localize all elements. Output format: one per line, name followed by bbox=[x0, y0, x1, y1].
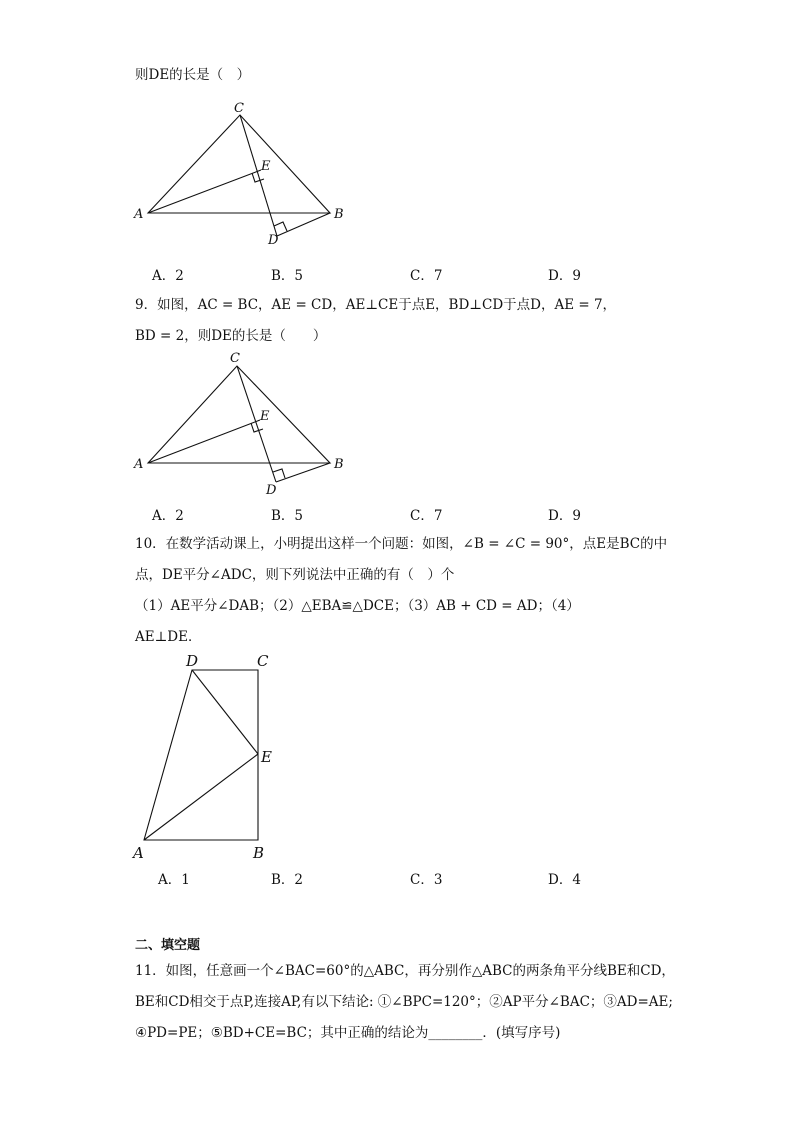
q8-triangle-figure bbox=[130, 98, 360, 248]
q8-label-c: C bbox=[234, 101, 244, 116]
q10-text-line3: （1）AE平分∠DAB；（2）△EBA≌△DCE；（3）AB + CD = AD；（4） bbox=[135, 598, 580, 614]
q8-option-b[interactable]: B．5 bbox=[271, 268, 304, 284]
q9-text-line1: 9．如图，AC = BC，AE = CD，AE⊥CE于点E，BD⊥CD于点D，AE = 7， bbox=[135, 297, 617, 313]
q10-trapezoid-figure bbox=[128, 650, 288, 865]
q9-label-e: E bbox=[260, 409, 270, 424]
q9-triangle-abc bbox=[148, 366, 330, 463]
q8-options bbox=[0, 264, 794, 282]
q9-options bbox=[0, 504, 794, 522]
q8-option-a[interactable]: A．2 bbox=[152, 268, 184, 284]
q10-option-d[interactable]: D．4 bbox=[548, 872, 581, 888]
q8-label-a: A bbox=[134, 207, 144, 222]
q8-label-e: E bbox=[261, 159, 271, 174]
q9-option-a[interactable]: A．2 bbox=[152, 508, 184, 524]
q9-label-d: D bbox=[266, 483, 277, 498]
q9-triangle-figure bbox=[130, 348, 360, 498]
q10-option-c[interactable]: C．3 bbox=[410, 872, 443, 888]
q9-text-line2: BD = 2，则DE的长是（ ） bbox=[135, 328, 327, 344]
q8-triangle-abc bbox=[148, 115, 330, 213]
q11-text-line3: ④PD=PE；⑤BD+CE=BC；其中正确的结论为________．(填写序号) bbox=[135, 1025, 561, 1041]
q10-option-b[interactable]: B．2 bbox=[271, 872, 304, 888]
q10-option-a[interactable]: A．1 bbox=[158, 872, 190, 888]
q10-text-line4: AE⊥DE． bbox=[135, 629, 202, 645]
q8-option-c[interactable]: C．7 bbox=[410, 268, 443, 284]
q9-option-c[interactable]: C．7 bbox=[410, 508, 443, 524]
q11-text-line2: BE和CD相交于点P,连接AP,有以下结论: ①∠BPC=120°；②AP平分∠BAC；③AD=AE; bbox=[135, 994, 673, 1010]
q9-option-d[interactable]: D．9 bbox=[548, 508, 581, 524]
q10-label-e: E bbox=[261, 748, 272, 766]
q10-segment-ae bbox=[144, 754, 258, 840]
q8-right-angle-d bbox=[274, 222, 287, 231]
q10-text-line2: 点，DE平分∠ADC，则下列说法中正确的有（ ）个 bbox=[135, 567, 455, 583]
q8-segment-bd bbox=[277, 213, 330, 236]
q9-option-b[interactable]: B．5 bbox=[271, 508, 304, 524]
q10-quadrilateral-abcd bbox=[144, 670, 258, 840]
q11-text-line1: 11．如图，任意画一个∠BAC=60°的△ABC，再分别作△ABC的两条角平分线BE和CD， bbox=[135, 963, 675, 979]
q9-segment-bd bbox=[276, 463, 330, 482]
q8-option-d[interactable]: D．9 bbox=[548, 268, 581, 284]
q10-segment-de bbox=[192, 670, 258, 754]
q10-text-line1: 10．在数学活动课上，小明提出这样一个问题：如图，∠B = ∠C = 90°，点E是BC的中 bbox=[135, 536, 668, 552]
q9-right-angle-d bbox=[273, 469, 285, 478]
q8-tail-text: 则DE的长是（ ） bbox=[135, 67, 251, 83]
q9-label-b: B bbox=[334, 457, 344, 472]
q8-label-b: B bbox=[334, 207, 344, 222]
q10-options bbox=[0, 868, 794, 886]
q9-segment-cd bbox=[237, 366, 276, 482]
q8-label-d: D bbox=[268, 233, 279, 248]
q10-label-c: C bbox=[257, 652, 269, 670]
q10-label-b: B bbox=[253, 844, 265, 862]
q10-label-a: A bbox=[133, 844, 144, 862]
q9-label-c: C bbox=[230, 351, 240, 366]
q10-label-d: D bbox=[186, 652, 199, 670]
q9-segment-ae bbox=[148, 420, 260, 463]
section-heading-fill-in: 二、填空题 bbox=[135, 938, 201, 953]
q8-segment-ae bbox=[148, 170, 261, 213]
q9-label-a: A bbox=[134, 457, 144, 472]
